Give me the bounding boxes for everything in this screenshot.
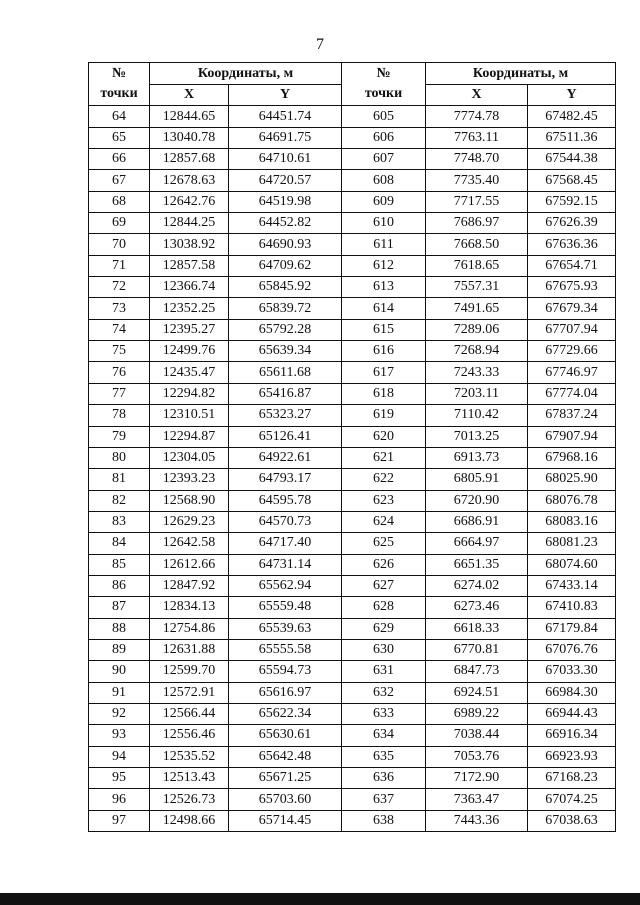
y-value-cell: 67626.39	[528, 213, 616, 234]
table-row	[89, 149, 616, 170]
point-number-cell: 632	[342, 682, 426, 703]
point-number-cell: 77	[89, 383, 150, 404]
y-value-cell: 64922.61	[229, 447, 342, 468]
x-value-cell: 7013.25	[426, 426, 528, 447]
y-value-cell: 66923.93	[528, 746, 616, 767]
y-value-cell: 67679.34	[528, 298, 616, 319]
point-label: точки	[100, 86, 138, 102]
point-number-cell: 85	[89, 554, 150, 575]
coordinates-header-right: Координаты, м	[426, 63, 616, 85]
table-row	[89, 703, 616, 724]
y-value-cell: 65714.45	[229, 810, 342, 831]
y-value-cell: 65642.48	[229, 746, 342, 767]
table-row	[89, 319, 616, 340]
x-value-cell: 12513.43	[150, 768, 229, 789]
x-value-cell: 6651.35	[426, 554, 528, 575]
y-value-cell: 68081.23	[528, 533, 616, 554]
table-row	[89, 682, 616, 703]
table-row	[89, 639, 616, 660]
x-value-cell: 12366.74	[150, 277, 229, 298]
point-number-cell: 65	[89, 127, 150, 148]
point-number-cell: 86	[89, 575, 150, 596]
x-header-right: X	[426, 85, 528, 106]
x-value-cell: 6924.51	[426, 682, 528, 703]
point-number-cell: 606	[342, 127, 426, 148]
y-value-cell: 67168.23	[528, 768, 616, 789]
y-value-cell: 67511.36	[528, 127, 616, 148]
point-number-cell: 610	[342, 213, 426, 234]
y-value-cell: 67654.71	[528, 255, 616, 276]
y-value-cell: 65594.73	[229, 661, 342, 682]
point-number-cell: 605	[342, 106, 426, 127]
point-number-cell: 633	[342, 703, 426, 724]
table-row	[89, 170, 616, 191]
y-value-cell: 65792.28	[229, 319, 342, 340]
table-row	[89, 533, 616, 554]
point-number-cell: 614	[342, 298, 426, 319]
number-sign-label: №	[111, 66, 127, 82]
table-row	[89, 469, 616, 490]
x-value-cell: 6770.81	[426, 639, 528, 660]
x-value-cell: 12599.70	[150, 661, 229, 682]
table-row	[89, 341, 616, 362]
coordinates-header-left: Координаты, м	[150, 63, 342, 85]
point-number-cell: 613	[342, 277, 426, 298]
x-value-cell: 6720.90	[426, 490, 528, 511]
x-value-cell: 7618.65	[426, 255, 528, 276]
x-value-cell: 12857.68	[150, 149, 229, 170]
point-number-cell: 616	[342, 341, 426, 362]
point-number-cell: 83	[89, 511, 150, 532]
table-row	[89, 277, 616, 298]
point-label: точки	[364, 86, 403, 102]
point-number-cell: 72	[89, 277, 150, 298]
y-value-cell: 66984.30	[528, 682, 616, 703]
x-value-cell: 12572.91	[150, 682, 229, 703]
x-value-cell: 7717.55	[426, 191, 528, 212]
y-value-cell: 67774.04	[528, 383, 616, 404]
y-value-cell: 65639.34	[229, 341, 342, 362]
table-row	[89, 362, 616, 383]
x-value-cell: 12435.47	[150, 362, 229, 383]
y-value-cell: 64452.82	[229, 213, 342, 234]
y-value-cell: 64691.75	[229, 127, 342, 148]
x-value-cell: 6618.33	[426, 618, 528, 639]
y-value-cell: 65559.48	[229, 597, 342, 618]
x-value-cell: 6273.46	[426, 597, 528, 618]
y-value-cell: 67592.15	[528, 191, 616, 212]
table-row	[89, 255, 616, 276]
point-number-cell: 607	[342, 149, 426, 170]
page-number: 7	[316, 36, 324, 53]
point-number-cell: 619	[342, 405, 426, 426]
point-number-cell: 81	[89, 469, 150, 490]
y-value-cell: 67675.93	[528, 277, 616, 298]
x-value-cell: 7443.36	[426, 810, 528, 831]
x-value-cell: 12304.05	[150, 447, 229, 468]
y-value-cell: 64690.93	[229, 234, 342, 255]
point-number-cell: 628	[342, 597, 426, 618]
point-number-cell: 88	[89, 618, 150, 639]
y-value-cell: 65630.61	[229, 725, 342, 746]
x-value-cell: 7668.50	[426, 234, 528, 255]
table-row	[89, 298, 616, 319]
x-value-cell: 12294.82	[150, 383, 229, 404]
x-value-cell: 12535.52	[150, 746, 229, 767]
x-value-cell: 12847.92	[150, 575, 229, 596]
x-value-cell: 12678.63	[150, 170, 229, 191]
y-value-cell: 67568.45	[528, 170, 616, 191]
point-number-cell: 638	[342, 810, 426, 831]
point-number-cell: 96	[89, 789, 150, 810]
point-number-cell: 624	[342, 511, 426, 532]
x-value-cell: 12294.87	[150, 426, 229, 447]
point-number-cell: 626	[342, 554, 426, 575]
point-number-cell: 67	[89, 170, 150, 191]
y-value-cell: 65845.92	[229, 277, 342, 298]
point-number-cell: 78	[89, 405, 150, 426]
table-row	[89, 490, 616, 511]
x-value-cell: 12631.88	[150, 639, 229, 660]
x-value-cell: 7110.42	[426, 405, 528, 426]
table-row	[89, 554, 616, 575]
y-value-cell: 64570.73	[229, 511, 342, 532]
y-value-cell: 67179.84	[528, 618, 616, 639]
table-row	[89, 789, 616, 810]
point-number-cell: 617	[342, 362, 426, 383]
x-value-cell: 12642.58	[150, 533, 229, 554]
y-value-cell: 67729.66	[528, 341, 616, 362]
point-number-cell: 87	[89, 597, 150, 618]
x-value-cell: 12612.66	[150, 554, 229, 575]
y-value-cell: 68074.60	[528, 554, 616, 575]
y-value-cell: 64720.57	[229, 170, 342, 191]
x-value-cell: 7203.11	[426, 383, 528, 404]
point-number-cell: 612	[342, 255, 426, 276]
y-value-cell: 65616.97	[229, 682, 342, 703]
x-value-cell: 12844.65	[150, 106, 229, 127]
point-number-cell: 615	[342, 319, 426, 340]
point-number-cell: 69	[89, 213, 150, 234]
y-value-cell: 67968.16	[528, 447, 616, 468]
point-number-cell: 76	[89, 362, 150, 383]
point-number-cell: 68	[89, 191, 150, 212]
table-row	[89, 127, 616, 148]
point-number-cell: 635	[342, 746, 426, 767]
y-value-cell: 65555.58	[229, 639, 342, 660]
x-value-cell: 7774.78	[426, 106, 528, 127]
y-value-cell: 64731.14	[229, 554, 342, 575]
x-value-cell: 12566.44	[150, 703, 229, 724]
y-value-cell: 65126.41	[229, 426, 342, 447]
x-value-cell: 12352.25	[150, 298, 229, 319]
y-value-cell: 65562.94	[229, 575, 342, 596]
y-value-cell: 64451.74	[229, 106, 342, 127]
x-value-cell: 7243.33	[426, 362, 528, 383]
point-number-cell: 630	[342, 639, 426, 660]
y-value-cell: 67076.76	[528, 639, 616, 660]
y-header-left: Y	[229, 85, 342, 106]
point-number-cell: 71	[89, 255, 150, 276]
point-number-cell: 84	[89, 533, 150, 554]
point-number-cell: 623	[342, 490, 426, 511]
x-value-cell: 12629.23	[150, 511, 229, 532]
y-value-cell: 67707.94	[528, 319, 616, 340]
point-number-cell: 64	[89, 106, 150, 127]
y-header-right: Y	[528, 85, 616, 106]
y-value-cell: 64709.62	[229, 255, 342, 276]
x-value-cell: 7363.47	[426, 789, 528, 810]
point-number-cell: 82	[89, 490, 150, 511]
point-number-cell: 621	[342, 447, 426, 468]
x-value-cell: 12754.86	[150, 618, 229, 639]
point-number-cell: 625	[342, 533, 426, 554]
point-number-cell: 95	[89, 768, 150, 789]
x-value-cell: 6274.02	[426, 575, 528, 596]
point-number-cell: 608	[342, 170, 426, 191]
x-value-cell: 6805.91	[426, 469, 528, 490]
table-row	[89, 618, 616, 639]
y-value-cell: 66916.34	[528, 725, 616, 746]
y-value-cell: 64595.78	[229, 490, 342, 511]
x-value-cell: 12642.76	[150, 191, 229, 212]
table-row	[89, 511, 616, 532]
point-number-cell: 637	[342, 789, 426, 810]
x-value-cell: 7268.94	[426, 341, 528, 362]
y-value-cell: 68083.16	[528, 511, 616, 532]
y-value-cell: 67074.25	[528, 789, 616, 810]
point-number-cell: 66	[89, 149, 150, 170]
y-value-cell: 67410.83	[528, 597, 616, 618]
table-row	[89, 746, 616, 767]
y-value-cell: 64793.17	[229, 469, 342, 490]
y-value-cell: 67433.14	[528, 575, 616, 596]
x-value-cell: 7038.44	[426, 725, 528, 746]
x-header-left: X	[150, 85, 229, 106]
x-value-cell: 12568.90	[150, 490, 229, 511]
point-number-cell: 97	[89, 810, 150, 831]
y-value-cell: 67033.30	[528, 661, 616, 682]
x-value-cell: 13040.78	[150, 127, 229, 148]
table-row	[89, 768, 616, 789]
table-row	[89, 597, 616, 618]
point-number-cell: 636	[342, 768, 426, 789]
y-value-cell: 67544.38	[528, 149, 616, 170]
x-value-cell: 7557.31	[426, 277, 528, 298]
x-value-cell: 7735.40	[426, 170, 528, 191]
x-value-cell: 12393.23	[150, 469, 229, 490]
y-value-cell: 65839.72	[229, 298, 342, 319]
table-row	[89, 426, 616, 447]
x-value-cell: 7491.65	[426, 298, 528, 319]
point-number-cell: 73	[89, 298, 150, 319]
coordinates-table	[88, 62, 616, 832]
x-value-cell: 7053.76	[426, 746, 528, 767]
scan-edge-band	[0, 893, 640, 905]
y-value-cell: 68076.78	[528, 490, 616, 511]
y-value-cell: 68025.90	[528, 469, 616, 490]
x-value-cell: 7289.06	[426, 319, 528, 340]
point-number-cell: 634	[342, 725, 426, 746]
x-value-cell: 12857.58	[150, 255, 229, 276]
y-value-cell: 67907.94	[528, 426, 616, 447]
point-number-cell: 94	[89, 746, 150, 767]
x-value-cell: 12499.76	[150, 341, 229, 362]
table-row	[89, 213, 616, 234]
table-row	[89, 810, 616, 831]
x-value-cell: 6989.22	[426, 703, 528, 724]
y-value-cell: 64519.98	[229, 191, 342, 212]
table-row	[89, 405, 616, 426]
y-value-cell: 65323.27	[229, 405, 342, 426]
x-value-cell: 7748.70	[426, 149, 528, 170]
x-value-cell: 6847.73	[426, 661, 528, 682]
x-value-cell: 12498.66	[150, 810, 229, 831]
point-number-cell: 91	[89, 682, 150, 703]
x-value-cell: 12834.13	[150, 597, 229, 618]
table-row	[89, 234, 616, 255]
x-value-cell: 6913.73	[426, 447, 528, 468]
point-number-cell: 611	[342, 234, 426, 255]
y-value-cell: 65622.34	[229, 703, 342, 724]
point-number-cell: 74	[89, 319, 150, 340]
point-number-cell: 627	[342, 575, 426, 596]
y-value-cell: 67837.24	[528, 405, 616, 426]
x-value-cell: 7172.90	[426, 768, 528, 789]
point-number-header-left	[89, 63, 150, 106]
point-number-cell: 609	[342, 191, 426, 212]
table-row	[89, 383, 616, 404]
point-number-cell: 79	[89, 426, 150, 447]
point-number-cell: 70	[89, 234, 150, 255]
x-value-cell: 6664.97	[426, 533, 528, 554]
table-row	[89, 575, 616, 596]
table-row	[89, 191, 616, 212]
point-number-cell: 620	[342, 426, 426, 447]
y-value-cell: 65671.25	[229, 768, 342, 789]
y-value-cell: 64717.40	[229, 533, 342, 554]
point-number-cell: 93	[89, 725, 150, 746]
x-value-cell: 7763.11	[426, 127, 528, 148]
point-number-cell: 89	[89, 639, 150, 660]
x-value-cell: 12556.46	[150, 725, 229, 746]
point-number-cell: 90	[89, 661, 150, 682]
y-value-cell: 65539.63	[229, 618, 342, 639]
y-value-cell: 67636.36	[528, 234, 616, 255]
point-number-header-right	[342, 63, 426, 106]
point-number-cell: 622	[342, 469, 426, 490]
x-value-cell: 12844.25	[150, 213, 229, 234]
point-number-cell: 75	[89, 341, 150, 362]
y-value-cell: 67746.97	[528, 362, 616, 383]
y-value-cell: 65416.87	[229, 383, 342, 404]
y-value-cell: 67482.45	[528, 106, 616, 127]
point-number-cell: 80	[89, 447, 150, 468]
table-row	[89, 661, 616, 682]
y-value-cell: 65611.68	[229, 362, 342, 383]
point-number-cell: 92	[89, 703, 150, 724]
x-value-cell: 12526.73	[150, 789, 229, 810]
table-row	[89, 106, 616, 127]
x-value-cell: 12395.27	[150, 319, 229, 340]
y-value-cell: 67038.63	[528, 810, 616, 831]
y-value-cell: 65703.60	[229, 789, 342, 810]
x-value-cell: 7686.97	[426, 213, 528, 234]
x-value-cell: 13038.92	[150, 234, 229, 255]
y-value-cell: 66944.43	[528, 703, 616, 724]
y-value-cell: 64710.61	[229, 149, 342, 170]
point-number-cell: 629	[342, 618, 426, 639]
point-number-cell: 618	[342, 383, 426, 404]
number-sign-label: №	[376, 66, 391, 82]
table-row	[89, 725, 616, 746]
x-value-cell: 6686.91	[426, 511, 528, 532]
table-body	[89, 106, 616, 832]
point-number-cell: 631	[342, 661, 426, 682]
x-value-cell: 12310.51	[150, 405, 229, 426]
table-row	[89, 447, 616, 468]
